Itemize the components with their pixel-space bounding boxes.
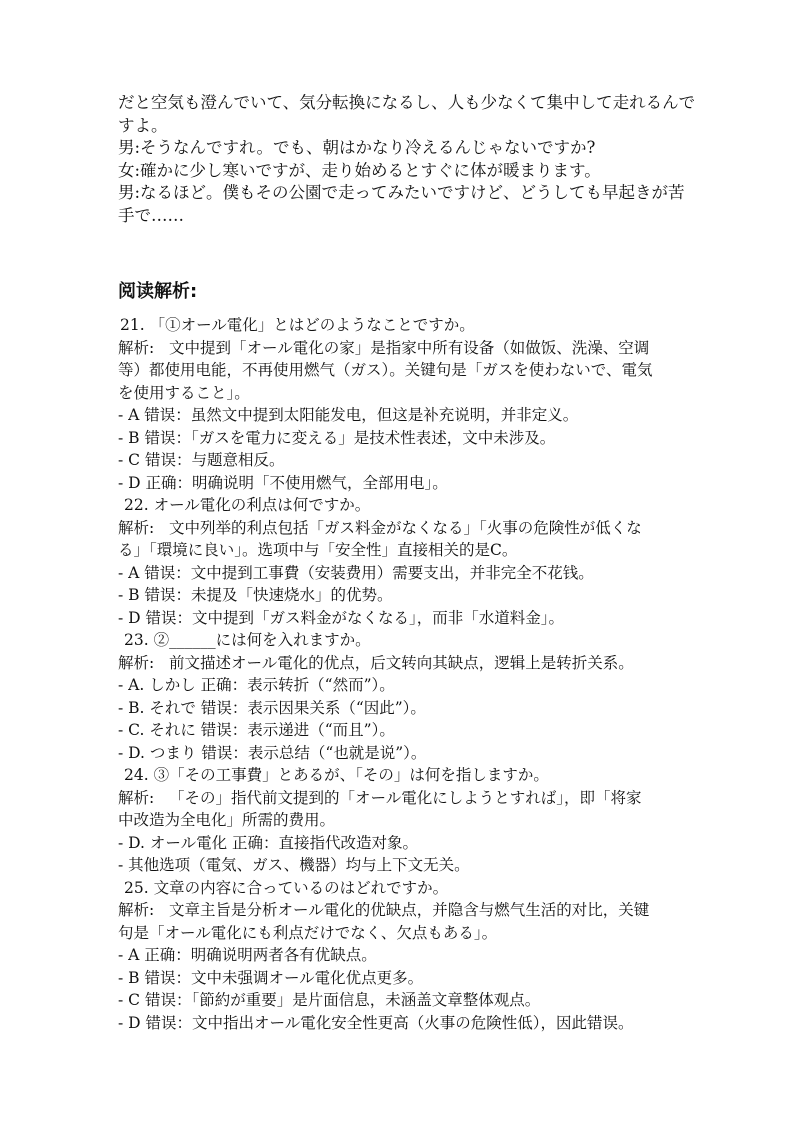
analysis-line: - B 错误：「ガスを電力に変える」是技术性表述，文中未涉及。 [118,428,556,447]
dialogue-line: 男:なるほど。僕もその公園で走ってみたいですけど、どうしても早起きが苦 [118,183,685,202]
analysis-line: - A 错误：文中提到工事費（安装费用）需要支出，并非完全不花钱。 [118,563,594,582]
question-line: 24. ③「その工事費」とあるが、「その」は何を指しますか。 [124,766,549,784]
question-line: 22. オール電化の利点は何ですか。 [124,496,371,514]
analysis-line: - C 错误：「節約が重要」是片面信息，未涵盖文章整体观点。 [118,991,541,1009]
dialogue-line: すよ。 [118,115,168,135]
analysis-line: を使用すること」。 [118,383,250,402]
analysis-line: 解析: 前文描述オール電化的优点，后文转向其缺点，逻辑上是转折关系。 [118,653,634,672]
section-heading: 阅读解析: [118,281,198,302]
analysis-line: - C 错误：与题意相反。 [118,451,285,469]
analysis-line: - D. オール電化 正确：直接指代改造对象。 [118,833,419,852]
analysis-line: 解析: 文中提到「オール電化の家」是指家中所有设备（如做饭、洗澡、空调 [118,338,650,357]
dialogue-line: 女:確かに少し寒いですが、走り始めるとすぐに体が暖まります。 [118,160,601,180]
analysis-line: - D 正确：明确说明「不使用燃气，全部用电」。 [118,473,448,492]
reading-analysis [118,314,698,1034]
question-line: 23. ②______には何を入れますか。 [124,631,371,649]
analysis-line: - D. つまり 错误：表示总结（“也就是说”）。 [118,743,427,762]
analysis-line: 句是「オール電化にも利点だけでなく、欠点もある」。 [118,923,498,942]
dialogue-excerpt [118,92,698,227]
analysis-line: - A. しかし 正确：表示转折（“然而”）。 [118,676,395,694]
analysis-line: - 其他选项（電気、ガス、機器）均与上下文无关。 [118,856,470,874]
dialogue-line: だと空気も澄んでいて、気分転換になるし、人も少なくて集中して走れるんで [118,93,696,112]
analysis-line: - A 错误：虽然文中提到太阳能发电，但这是补充说明，并非定义。 [118,406,579,424]
analysis-line: 解析: 「その」指代前文提到的「オール電化にしようとすれば」，即「将家 [118,788,642,807]
analysis-line: 解析: 文章主旨是分析オール電化的优缺点，并隐含与燃气生活的对比，关键 [118,901,650,919]
analysis-line: 解析: 文中列举的利点包括「ガス料金がなくなる」「火事の危険性が低くな [118,518,642,537]
analysis-line: - B. それで 错误：表示因果关系（“因此”）。 [118,698,426,717]
analysis-line: る」「環境に良い」。选项中与「安全性」直接相关的是C。 [118,541,518,559]
question-line: 21. 「①オール電化」とはどのようなことですか。 [120,316,475,334]
dialogue-line: 手で…… [118,205,184,225]
analysis-line: - B 错误：文中未强调オール電化优点更多。 [118,968,424,987]
analysis-line: - D 错误：文中指出オール電化安全性更高（火事の危険性低），因此错误。 [118,1013,634,1032]
analysis-line: - B 错误：未提及「快速烧水」的优势。 [118,586,393,604]
analysis-line: - D 错误：文中提到「ガス料金がなくなる」，而非「水道料金」。 [118,608,565,627]
analysis-line: 中改造为全电化」所需的费用。 [118,811,336,829]
analysis-line: 等）都使用电能，不再使用燃气（ガス）。关键句是「ガスを使わないで、電気 [118,361,653,379]
analysis-line: - A 正确：明确说明两者各有优缺点。 [118,946,377,964]
dialogue-line: 男:そうなんですれ。でも、朝はかなり冷えるんじゃないですか? [118,138,596,157]
document-page [118,92,698,1034]
question-line: 25. 文章の内容に合っているのはどれですか。 [124,878,449,897]
analysis-line: - C. それに 错误：表示递进（“而且”）。 [118,721,395,739]
